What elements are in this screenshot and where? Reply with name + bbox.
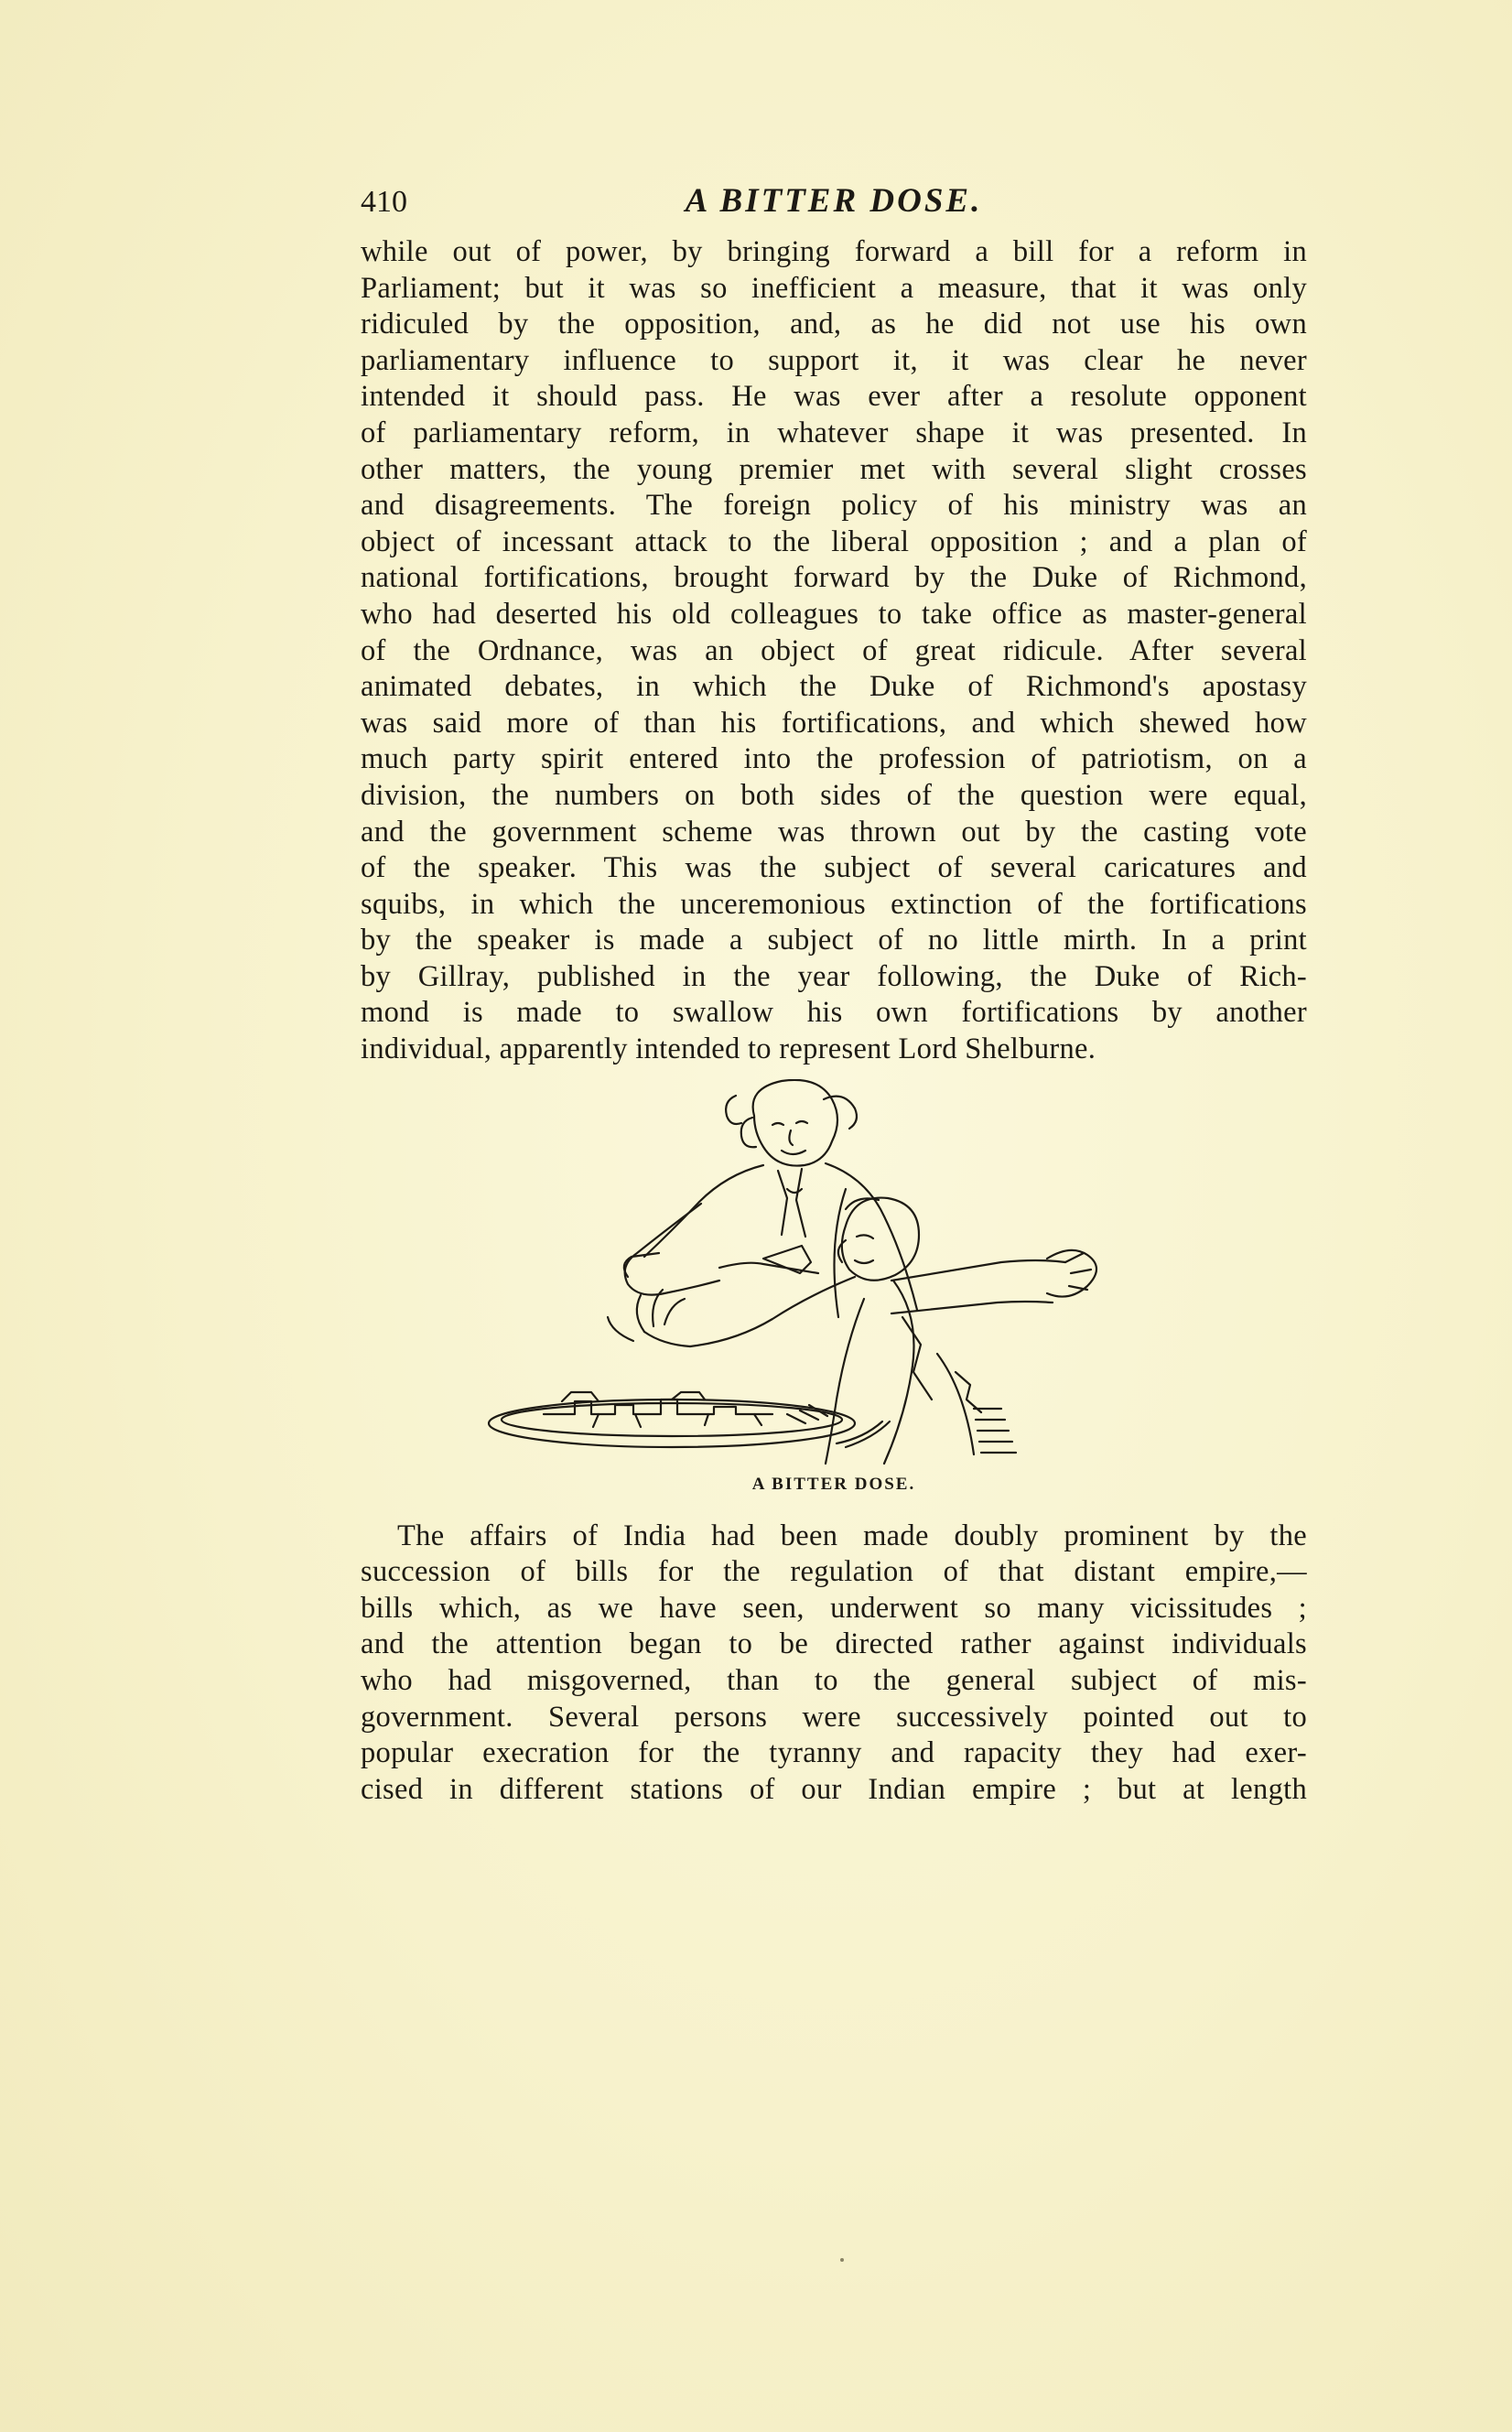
text-line: succession of bills for the regulation of that distant empire,— — [361, 1555, 1307, 1589]
text-line: other matters, the young premier met with several slight crosses — [361, 452, 1307, 486]
text-line: while out of power, by bringing forward a bill for a reform in — [361, 235, 1307, 268]
text-line: mond is made to swallow his own fortifications by another — [361, 996, 1307, 1030]
text-line: of the Ordnance, was an object of great ridicule. After several — [361, 633, 1307, 667]
text-line: Parliament; but it was so inefficient a measure, that it was only — [361, 271, 1307, 305]
text-line: who had misgoverned, than to the general subject of mis- — [361, 1664, 1307, 1698]
text-line: object of incessant attack to the liberal opposition ; and a plan of — [361, 524, 1307, 558]
text-line: and disagreements. The foreign policy of his ministry was an — [361, 489, 1307, 523]
caricature-illustration — [461, 1079, 1212, 1473]
text-line: animated debates, in which the Duke of Richmond's apostasy — [361, 670, 1307, 704]
text-line: by Gillray, published in the year following, the Duke of Rich- — [361, 959, 1307, 993]
text-line: intended it should pass. He was ever after a resolute opponent — [361, 380, 1307, 414]
text-line: national fortifications, brought forward by the Duke of Richmond, — [361, 561, 1307, 595]
text-line: who had deserted his old colleagues to take office as master-general — [361, 597, 1307, 631]
text-line: popular execration for the tyranny and rapacity they had exer- — [361, 1736, 1307, 1770]
text-line: squibs, in which the unceremonious extinction of the fortifications — [361, 887, 1307, 921]
text-line: much party spirit entered into the profession of patriotism, on a — [361, 742, 1307, 776]
text-line: individual, apparently intended to represent Lord Shelburne. — [361, 1032, 1096, 1066]
text-line: parliamentary influence to support it, it was clear he never — [361, 343, 1307, 377]
text-line: government. Several persons were successively pointed out to — [361, 1700, 1307, 1734]
page-number: 410 — [361, 185, 407, 219]
running-title: A BITTER DOSE. — [685, 182, 983, 220]
text-line: by the speaker is made a subject of no little mirth. In a print — [361, 924, 1307, 957]
caricature-figure — [361, 1079, 1307, 1519]
text-line: and the attention began to be directed rather against individuals — [361, 1627, 1307, 1661]
text-line: was said more of than his fortifications, and which shewed how — [361, 706, 1307, 740]
text-line: ridiculed by the opposition, and, as he did not use his own — [361, 308, 1307, 341]
figure-caption: A BITTER DOSE. — [751, 1474, 916, 1494]
running-head — [361, 179, 1307, 234]
paper-speck — [840, 2258, 844, 2262]
text-line: of parliamentary reform, in whatever shape it was presented. In — [361, 416, 1307, 449]
text-line: bills which, as we have seen, underwent so many vicissitudes ; — [361, 1591, 1307, 1625]
text-line: and the government scheme was thrown out by the casting vote — [361, 815, 1307, 848]
text-line: division, the numbers on both sides of the question were equal, — [361, 778, 1307, 812]
paragraph-1 — [361, 234, 1307, 1068]
text-line: The affairs of India had been made doubly prominent by the — [397, 1519, 1307, 1552]
book-page-content — [361, 179, 1307, 1808]
paragraph-2 — [361, 1519, 1307, 1809]
text-line: of the speaker. This was the subject of several caricatures and — [361, 851, 1307, 885]
text-line: cised in different stations of our Indian empire ; but at length — [361, 1772, 1307, 1806]
